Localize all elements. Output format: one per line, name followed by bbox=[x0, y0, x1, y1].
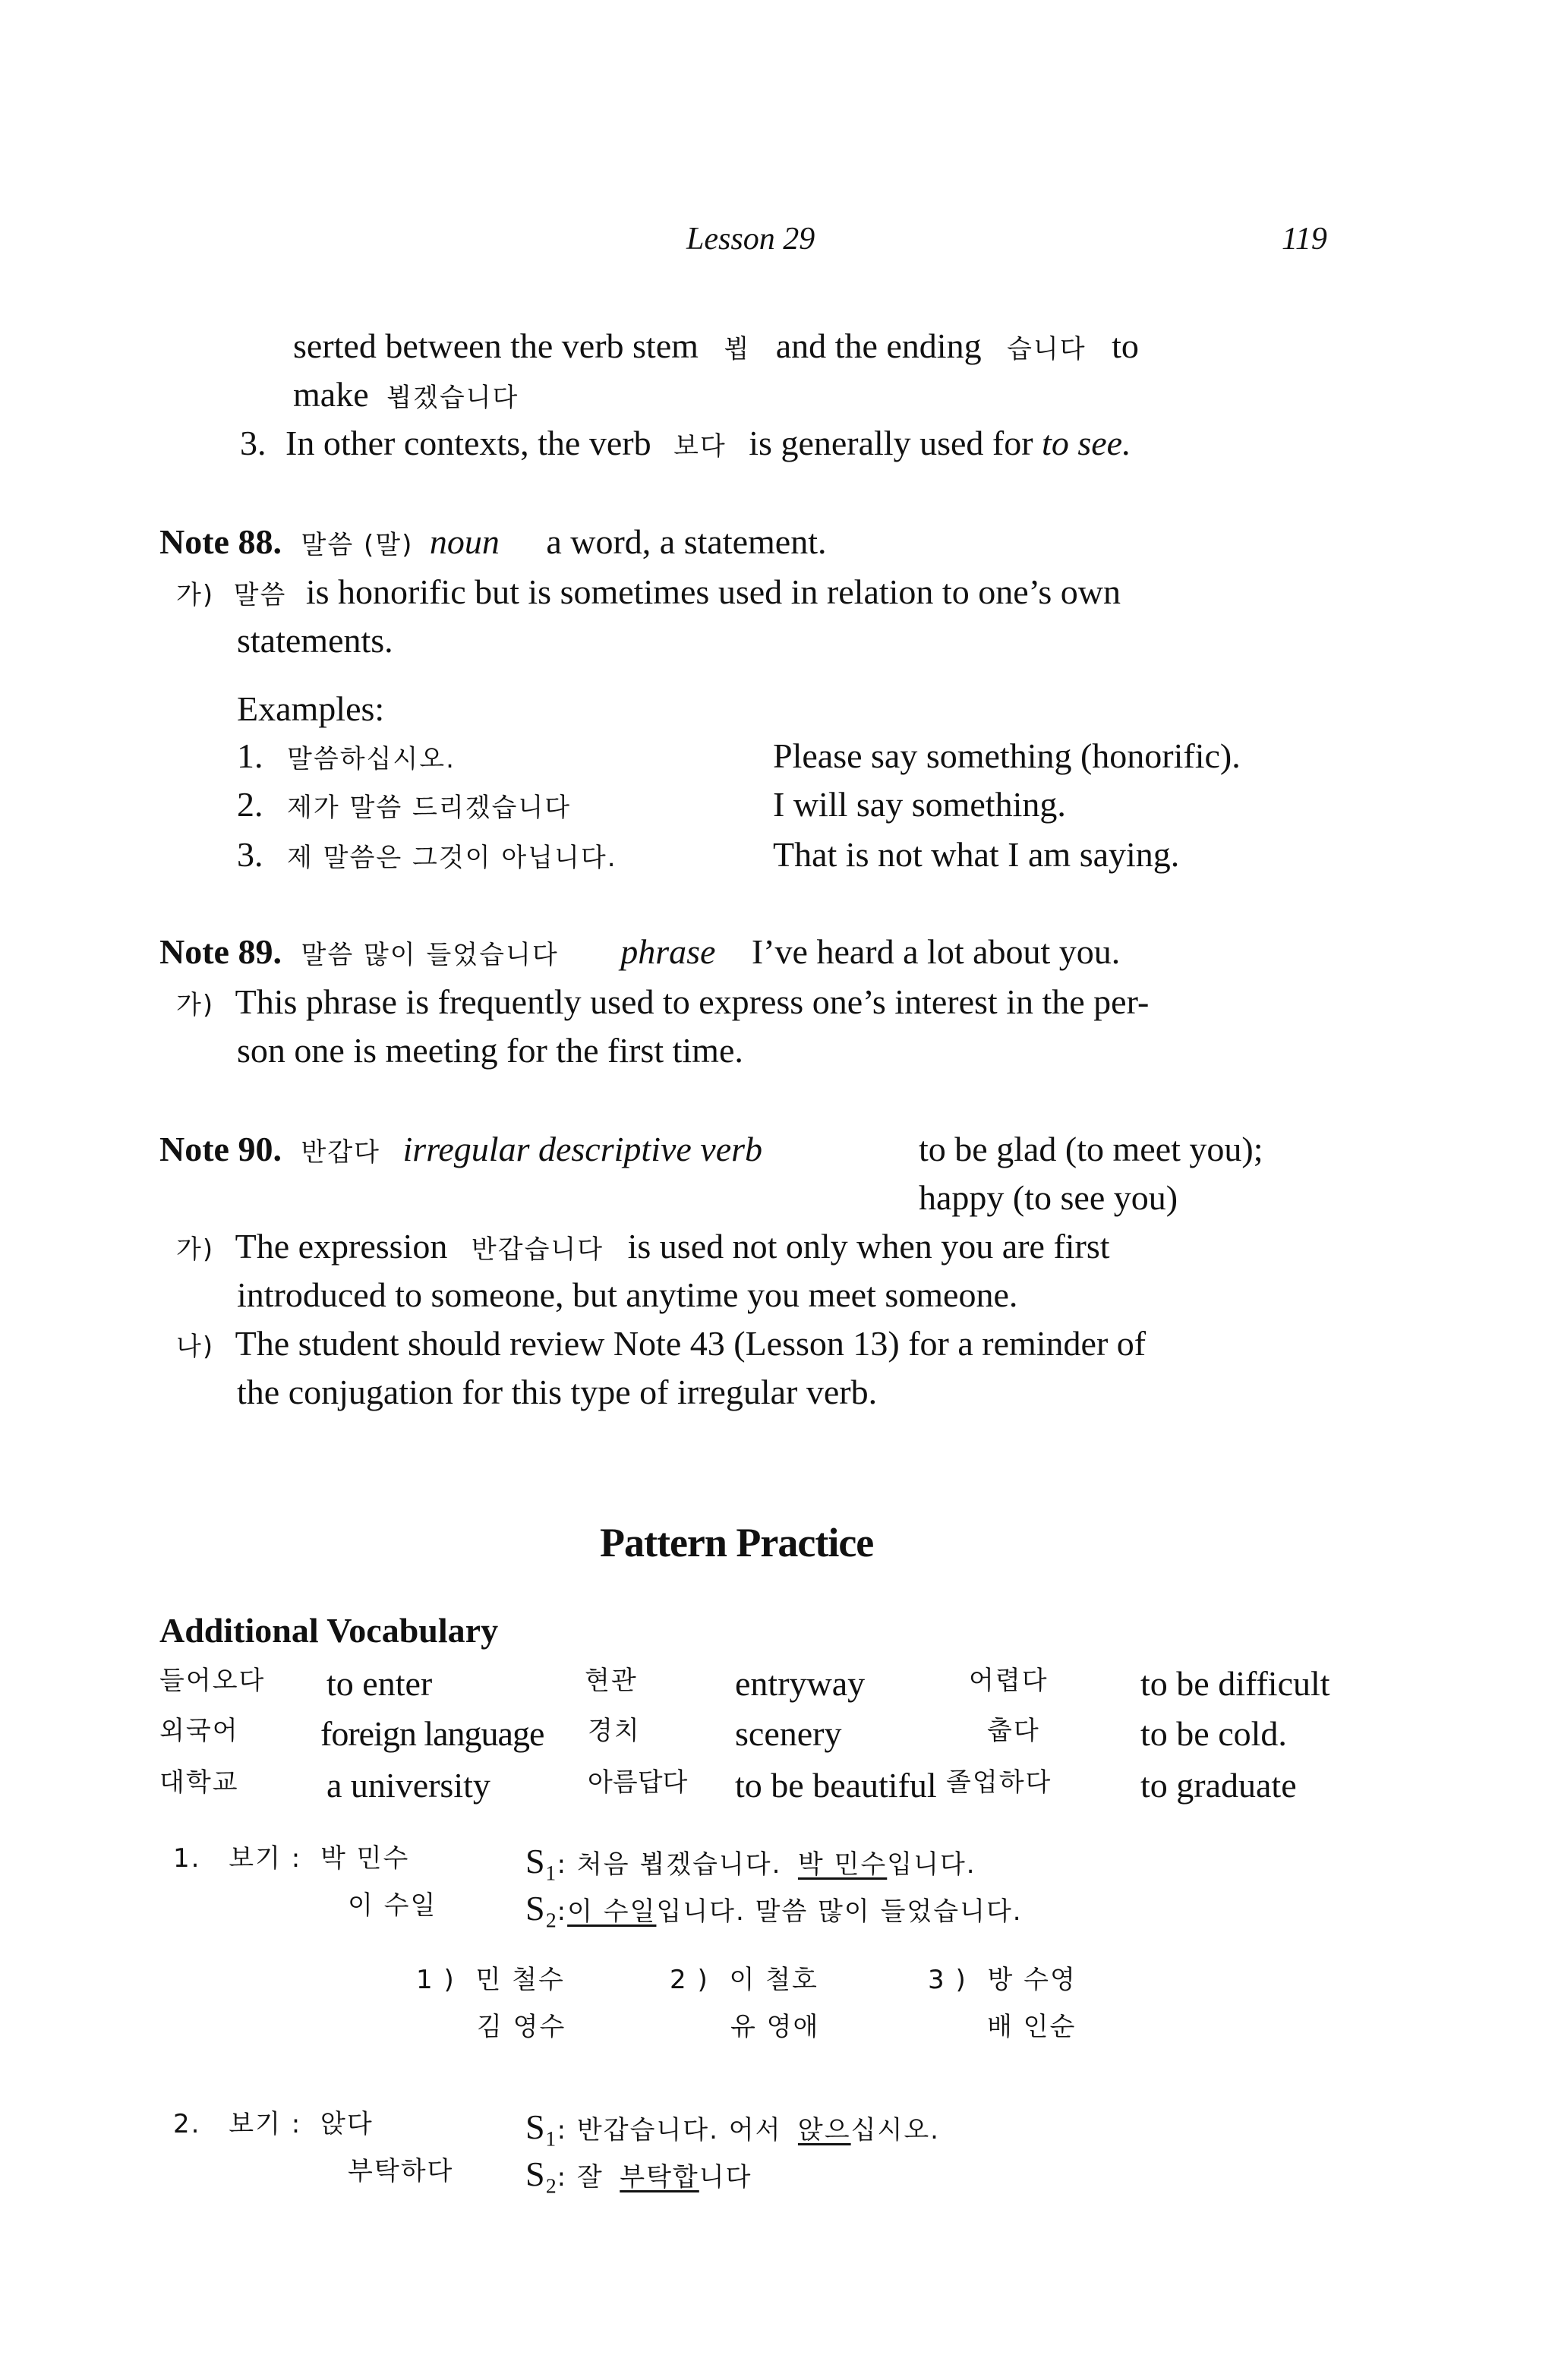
example-english: That is not what I am saying. bbox=[773, 835, 1180, 874]
intro-text: to bbox=[1112, 326, 1139, 365]
note-90-gloss-1: to be glad (to meet you); bbox=[919, 1130, 1263, 1168]
dialogue-text: 니다 bbox=[699, 2162, 752, 2192]
note-90-ga-line2: introduced to someone, but anytime you meet someone. bbox=[237, 1275, 1018, 1314]
page-number: 119 bbox=[1282, 222, 1327, 257]
dialogue-text: : 잘 bbox=[557, 2162, 604, 2192]
vocab-korean: 외국어 bbox=[159, 1716, 239, 1746]
drill-cue: 김 영수 bbox=[477, 2012, 566, 2042]
intro-korean: 보다 bbox=[673, 431, 727, 462]
note-89-heading bbox=[159, 931, 1120, 972]
note-88-heading bbox=[159, 521, 827, 563]
model-label: 보기 : bbox=[229, 2109, 302, 2139]
example-english: Please say something (honorific). bbox=[773, 736, 1241, 775]
part-of-speech: phrase bbox=[620, 932, 716, 971]
subpoint-marker: 가) bbox=[176, 990, 215, 1020]
intro-text: is generally used for bbox=[749, 424, 1033, 462]
speaker-1-line bbox=[525, 1840, 976, 1882]
intro-text: make bbox=[293, 375, 369, 414]
note-90-ga-line1 bbox=[176, 1225, 1110, 1267]
note-90-na-line2: the conjugation for this type of irregular verb. bbox=[237, 1373, 878, 1411]
dialogue-text: 십시오. bbox=[850, 2115, 940, 2145]
vocab-english: to be cold. bbox=[1140, 1714, 1287, 1753]
part-of-speech: noun bbox=[429, 522, 500, 561]
intro-italic: to see. bbox=[1042, 424, 1131, 462]
intro-korean: 뵙 bbox=[724, 334, 751, 364]
dialogue-text: 입니다. 말씀 많이 들었습니다. bbox=[656, 1896, 1023, 1927]
model-label: 보기 : bbox=[229, 1843, 302, 1874]
note-label: Note 88. bbox=[159, 522, 282, 561]
example-english: I will say something. bbox=[773, 785, 1066, 824]
dialogue-text: : bbox=[557, 1896, 568, 1927]
drill-cue: 이 철호 bbox=[729, 1965, 819, 1995]
drill-number: 3 ) bbox=[928, 1965, 967, 1995]
note-gloss: a word, a statement. bbox=[546, 522, 827, 561]
example-row bbox=[237, 735, 456, 777]
note-89-ga-line2: son one is meeting for the first time. bbox=[237, 1031, 743, 1070]
note-88-ga-line1 bbox=[176, 571, 1121, 613]
note-korean: 말씀 (말) bbox=[301, 530, 414, 560]
drill-cue: 민 철수 bbox=[475, 1965, 565, 1995]
example-korean: 제가 말씀 드리겠습니다 bbox=[287, 793, 572, 823]
intro-text: serted between the verb stem bbox=[293, 326, 699, 365]
drill-item bbox=[928, 1965, 1077, 1996]
cue-word: 이 수일 bbox=[348, 1890, 437, 1921]
note-label: Note 89. bbox=[159, 932, 282, 971]
intro-text: and the ending bbox=[775, 326, 982, 365]
example-row bbox=[237, 783, 571, 825]
cue-word: 박 민수 bbox=[320, 1843, 410, 1874]
subpoint-marker: 가) bbox=[176, 1234, 215, 1265]
intro-line-1 bbox=[293, 325, 1139, 367]
speaker-label: S₁ bbox=[525, 1842, 557, 1880]
example-korean: 말씀하십시오. bbox=[287, 744, 456, 774]
vocab-english: to graduate bbox=[1140, 1766, 1297, 1805]
speaker-label: S₂ bbox=[525, 2155, 557, 2193]
note-text: The student should review Note 43 (Lesson 13) for a reminder of bbox=[235, 1324, 1147, 1363]
vocab-korean: 대학교 bbox=[159, 1767, 239, 1798]
subpoint-marker: 나) bbox=[176, 1332, 215, 1362]
vocab-korean: 아름답다 bbox=[588, 1767, 688, 1798]
vocab-english: foreign language bbox=[320, 1714, 544, 1753]
vocab-heading: Additional Vocabulary bbox=[159, 1611, 499, 1650]
cue-word: 부탁하다 bbox=[348, 2156, 454, 2186]
intro-korean: 뵙겠습니다 bbox=[386, 383, 519, 413]
note-88-ga-line2: statements. bbox=[237, 621, 393, 660]
speaker-2-line bbox=[525, 2153, 752, 2195]
speaker-1-line bbox=[525, 2106, 940, 2148]
vocab-english: entryway bbox=[735, 1664, 866, 1703]
example-number: 1. bbox=[237, 736, 263, 775]
note-text: is honorific but is sometimes used in relation to one’s own bbox=[305, 572, 1121, 611]
note-gloss: I’ve heard a lot about you. bbox=[751, 932, 1121, 971]
note-text: is used not only when you are first bbox=[627, 1227, 1110, 1266]
note-text: The expression bbox=[235, 1227, 448, 1266]
note-korean: 반갑습니다 bbox=[471, 1234, 604, 1265]
example-number: 3. bbox=[237, 835, 263, 874]
part-of-speech: irregular descriptive verb bbox=[402, 1130, 763, 1168]
vocab-english: to enter bbox=[326, 1664, 433, 1703]
dialogue-text: 입니다. bbox=[887, 1849, 976, 1880]
vocab-korean: 현관 bbox=[585, 1666, 638, 1696]
speaker-2-line bbox=[525, 1887, 1023, 1929]
vocab-english: scenery bbox=[735, 1714, 842, 1753]
vocab-korean: 경치 bbox=[588, 1716, 641, 1746]
substitution-slot: 부탁합 bbox=[620, 2162, 699, 2192]
dialogue-text: : 반갑습니다. 어서 bbox=[557, 2115, 782, 2145]
vocab-korean: 어렵다 bbox=[969, 1666, 1049, 1696]
exercise-number: 2. bbox=[173, 2109, 201, 2139]
vocab-english: to be beautiful bbox=[735, 1766, 937, 1805]
substitution-slot: 이 수일 bbox=[567, 1896, 657, 1927]
intro-item-3 bbox=[240, 422, 1131, 464]
examples-label: Examples: bbox=[237, 689, 385, 728]
note-89-ga-line1 bbox=[176, 981, 1149, 1023]
intro-line-2 bbox=[293, 374, 519, 415]
note-90-na-line1 bbox=[176, 1322, 1146, 1364]
running-header: Lesson 29 bbox=[686, 222, 815, 257]
item-number: 3. bbox=[240, 424, 267, 462]
subpoint-marker: 가) bbox=[176, 580, 215, 610]
vocab-korean: 춥다 bbox=[987, 1716, 1040, 1746]
intro-korean: 습니다 bbox=[1007, 334, 1087, 364]
note-90-gloss-2: happy (to see you) bbox=[919, 1178, 1178, 1217]
example-row bbox=[237, 834, 617, 875]
note-text: This phrase is frequently used to express one’s interest in the per- bbox=[235, 982, 1150, 1021]
note-korean: 말씀 bbox=[233, 580, 287, 610]
substitution-slot: 앉으 bbox=[797, 2115, 851, 2145]
drill-item bbox=[670, 1965, 819, 1996]
exercise-number: 1. bbox=[173, 1843, 201, 1874]
drill-number: 2 ) bbox=[670, 1965, 709, 1995]
example-number: 2. bbox=[237, 785, 263, 824]
vocab-english: to be difficult bbox=[1140, 1664, 1330, 1703]
vocab-korean: 들어오다 bbox=[159, 1666, 266, 1696]
vocab-english: a university bbox=[326, 1766, 490, 1805]
exercise-2-label bbox=[173, 2109, 374, 2140]
note-label: Note 90. bbox=[159, 1130, 282, 1168]
note-korean: 반갑다 bbox=[301, 1137, 381, 1168]
speaker-label: S₂ bbox=[525, 1889, 557, 1928]
note-90-heading bbox=[159, 1128, 762, 1170]
drill-cue: 유 영애 bbox=[730, 2012, 820, 2042]
section-title: Pattern Practice bbox=[600, 1520, 874, 1565]
substitution-slot: 박 민수 bbox=[797, 1849, 888, 1880]
example-korean: 제 말씀은 그것이 아닙니다. bbox=[287, 843, 617, 873]
drill-number: 1 ) bbox=[416, 1965, 456, 1995]
speaker-label: S₁ bbox=[525, 2107, 557, 2146]
drill-cue: 배 인순 bbox=[987, 2012, 1077, 2042]
cue-word: 앉다 bbox=[320, 2109, 374, 2139]
vocab-korean: 졸업하다 bbox=[946, 1767, 1052, 1798]
drill-cue: 방 수영 bbox=[987, 1965, 1077, 1995]
drill-item bbox=[416, 1965, 565, 1996]
intro-text: In other contexts, the verb bbox=[285, 424, 651, 462]
exercise-1-label bbox=[173, 1843, 409, 1874]
note-korean: 말씀 많이 들었습니다 bbox=[301, 940, 559, 970]
dialogue-text: : 처음 뵙겠습니다. bbox=[557, 1849, 782, 1880]
